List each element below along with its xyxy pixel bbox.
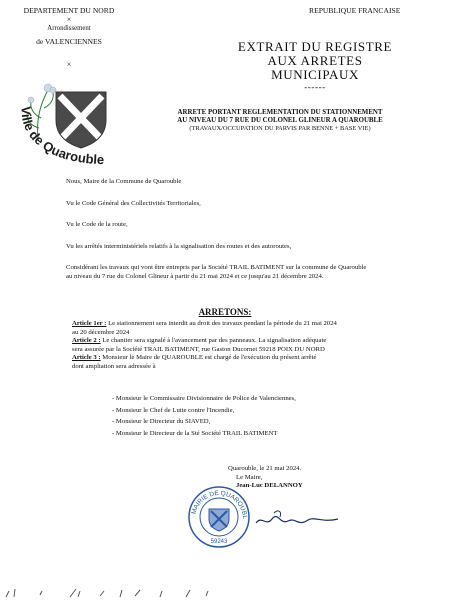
separator-mark: ×	[66, 60, 72, 69]
subject-line-3: (TRAVAUX/OCCUPATION DU PARVIS PAR BENNE + BASE VIE)	[189, 125, 371, 132]
article-3-text: Monsieur le Maire de QUAROUBLE est chargé de l'exécution du présent arrêté	[100, 354, 317, 362]
article-2-text: Le chantier sera signalé à l'avancement par des panneaux. La signalisation adéquate	[100, 337, 327, 345]
list-item: - Monsieur le Chef de Lutte contre l'Incendie,	[112, 406, 235, 414]
recipients-list	[112, 393, 432, 439]
decree-subject	[130, 109, 430, 133]
signer-name	[236, 482, 378, 491]
town-logo-graphic	[8, 78, 128, 173]
title-dashes: ------	[304, 82, 326, 92]
list-item: - Monsieur le Commissaire Divisionnaire de Police de Valenciennes,	[112, 395, 296, 402]
article-3-text-cont: dont ampliation sera adressée à	[72, 362, 156, 370]
company-name: TRAIL BATIMENT	[229, 264, 285, 272]
arrondissement-city: de VALENCIENNES	[36, 37, 102, 46]
article-1-text: Le stationnement sera interdit au droit des travaux pendant la période du 21 mai 2024	[106, 320, 337, 327]
document-title	[230, 40, 400, 92]
footer-scan-artifacts	[0, 583, 450, 600]
article-1-text-cont: au 20 décembre 2024	[72, 328, 130, 336]
signer-role: Le Maire,	[236, 473, 263, 481]
decree-body	[66, 178, 436, 282]
logo-text: Ville de Quarouble	[18, 105, 105, 168]
article-1	[72, 320, 440, 329]
signature-icon	[252, 505, 342, 533]
title-line-1: EXTRAIT DU REGISTRE	[237, 39, 393, 54]
article-3-label: Article 3 :	[72, 354, 101, 362]
preamble-mayor: Nous, Maire de la Commune de Quarouble	[66, 178, 182, 185]
article-2-label: Article 2 :	[72, 337, 101, 345]
considerant-text-end: sur la commune de Quarouble	[284, 264, 367, 272]
scan-artifact-icon	[0, 583, 450, 600]
stamp-code: 59243	[210, 539, 228, 545]
department: DEPARTEMENT DU NORD	[23, 6, 115, 15]
considerant-text: Considérant les travaux qui vont être entrepris par la Société	[66, 264, 230, 272]
place-date: Quarouble, le 21 mai 2024.	[228, 465, 302, 472]
preamble-code-route: Vu le Code de la route,	[66, 221, 128, 229]
list-item: - Monsieur le Directeur du SIAVED,	[112, 418, 211, 425]
separator-mark: ×	[66, 15, 72, 24]
article-3	[72, 354, 440, 363]
mayor-stamp	[187, 485, 251, 549]
stamp-text: MAIRIE DE QUAROUBL	[190, 489, 249, 520]
decision-heading: ARRETONS:	[198, 307, 252, 317]
handwritten-signature	[252, 505, 342, 533]
header-left	[14, 6, 124, 69]
article-2	[72, 337, 440, 346]
shield-icon	[56, 92, 106, 148]
preamble-code-collectivites: Vu le Code Général des Collectivités Territoriales,	[66, 199, 201, 207]
stamp-icon	[187, 485, 251, 549]
article-1-label: Article 1er :	[72, 320, 107, 327]
arrondissement: Arrondissement	[47, 25, 91, 32]
town-logo	[8, 78, 128, 173]
article-2-text-cont: sera assurée par la Société TRAIL BATIMENT, rue Gaston Ducornet 59218 POIX DU NORD	[72, 345, 325, 353]
articles	[72, 320, 440, 372]
subject-line-1: ARRETE PORTANT REGLEMENTATION DU STATIONNEMENT	[177, 109, 383, 116]
list-item: - Monsieur le Directeur de la Sté Société TRAIL BATIMENT	[112, 429, 278, 437]
republic-label: REPUBLIQUE FRANCAISE	[309, 6, 401, 15]
considerant-dates: au niveau du 7 rue du Colonel Glineur à partir du 21 mai 2024 et ce jusqu'au 21 décembre 2024.	[66, 272, 324, 280]
signer-name-text: Jean-Luc DELANNOY	[236, 482, 303, 490]
preamble-arretes: Vu les arrêtés interministériels relatifs à la signalisation des routes et des autoroutes,	[66, 242, 292, 250]
subject-line-2: AU NIVEAU DU 7 RUE DU COLONEL GLINEUR A QUAROUBLE	[177, 117, 383, 124]
preamble-considerant	[66, 264, 436, 273]
title-line-2: AUX ARRETES MUNICIPAUX	[267, 53, 363, 82]
